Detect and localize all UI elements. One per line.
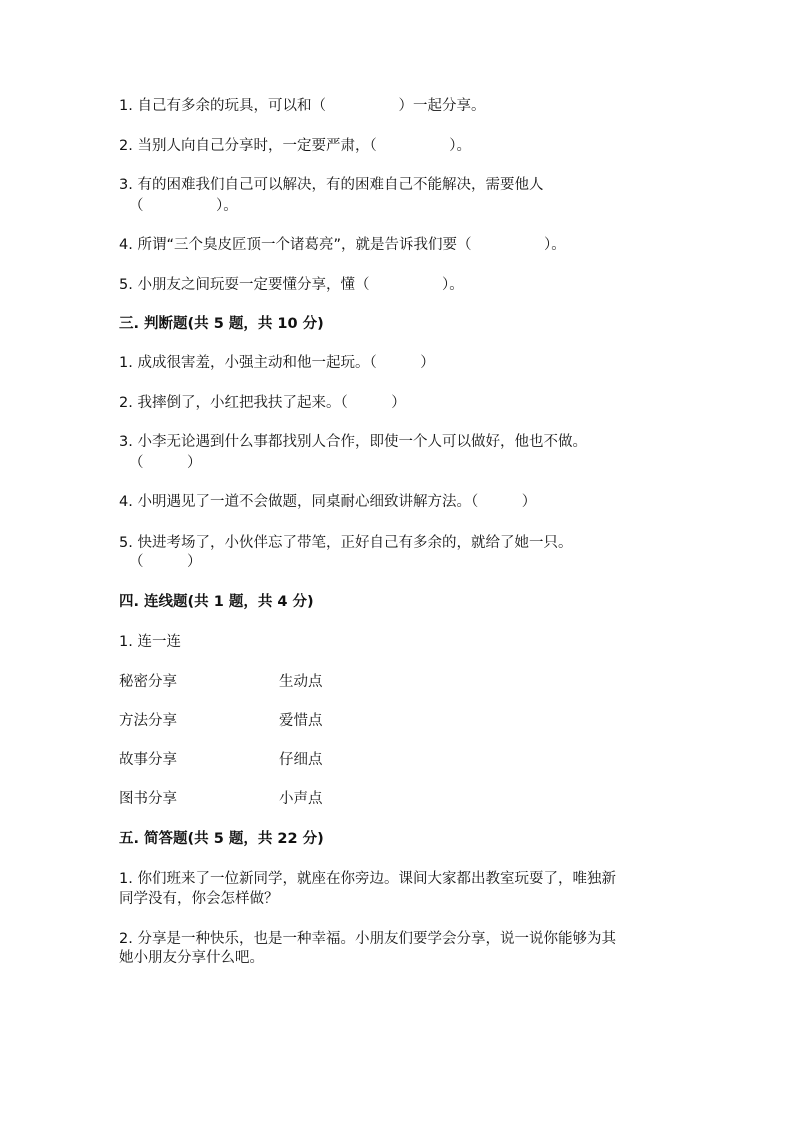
match-right-item: 仔细点 <box>279 752 323 768</box>
short-answer-question-1: 1. 你们班来了一位新同学，就座在你旁边。课间大家都出教室玩耍了，唯独新 <box>119 871 616 887</box>
short-answer-section-heading: 五. 简答题(共 5 题，共 22 分) <box>119 831 324 847</box>
short-answer-question-1-continued: 同学没有，你会怎样做？ <box>119 891 279 907</box>
match-right-item: 小声点 <box>279 791 323 807</box>
judge-question-3-continued: （ ） <box>129 455 202 471</box>
judge-question-2: 2. 我摔倒了，小红把我扶了起来。（ ） <box>119 395 406 411</box>
short-answer-question-2-continued: 她小朋友分享什么吧。 <box>119 950 264 966</box>
judge-section-heading: 三. 判断题(共 5 题，共 10 分) <box>119 316 324 332</box>
match-left-item: 故事分享 <box>119 752 177 768</box>
judge-question-5-continued: （ ） <box>129 554 202 570</box>
fill-blank-question-3-continued: （ ）。 <box>129 198 238 214</box>
judge-question-1: 1. 成成很害羞，小强主动和他一起玩。（ ） <box>119 355 435 371</box>
fill-blank-question-2: 2. 当别人向自己分享时，一定要严肃，（ ）。 <box>119 138 471 154</box>
match-right-item: 生动点 <box>279 674 323 690</box>
match-row <box>119 711 323 731</box>
match-section-heading: 四. 连线题(共 1 题，共 4 分) <box>119 594 314 610</box>
match-left-item: 方法分享 <box>119 713 177 729</box>
short-answer-question-2: 2. 分享是一种快乐，也是一种幸福。小朋友们要学会分享，说一说你能够为其 <box>119 931 616 947</box>
match-left-item: 秘密分享 <box>119 674 177 690</box>
fill-blank-question-1: 1. 自己有多余的玩具，可以和（ ）一起分享。 <box>119 98 486 114</box>
fill-blank-question-4: 4. 所谓“三个臭皮匠顶一个诸葛亮”，就是告诉我们要（ ）。 <box>119 237 566 253</box>
match-left-item: 图书分享 <box>119 791 177 807</box>
judge-question-4: 4. 小明遇见了一道不会做题，同桌耐心细致讲解方法。（ ） <box>119 494 537 510</box>
fill-blank-question-5: 5. 小朋友之间玩耍一定要懂分享，懂（ ）。 <box>119 277 464 293</box>
fill-blank-question-3: 3. 有的困难我们自己可以解决，有的困难自己不能解决，需要他人 <box>119 177 544 193</box>
match-right-item: 爱惜点 <box>279 713 323 729</box>
judge-question-5: 5. 快进考场了，小伙伴忘了带笔，正好自己有多余的，就给了她一只。 <box>119 535 573 551</box>
match-row <box>119 750 323 770</box>
match-row <box>119 672 323 692</box>
match-row <box>119 789 323 809</box>
match-question: 1. 连一连 <box>119 634 181 650</box>
judge-question-3: 3. 小李无论遇到什么事都找别人合作，即使一个人可以做好，他也不做。 <box>119 434 587 450</box>
